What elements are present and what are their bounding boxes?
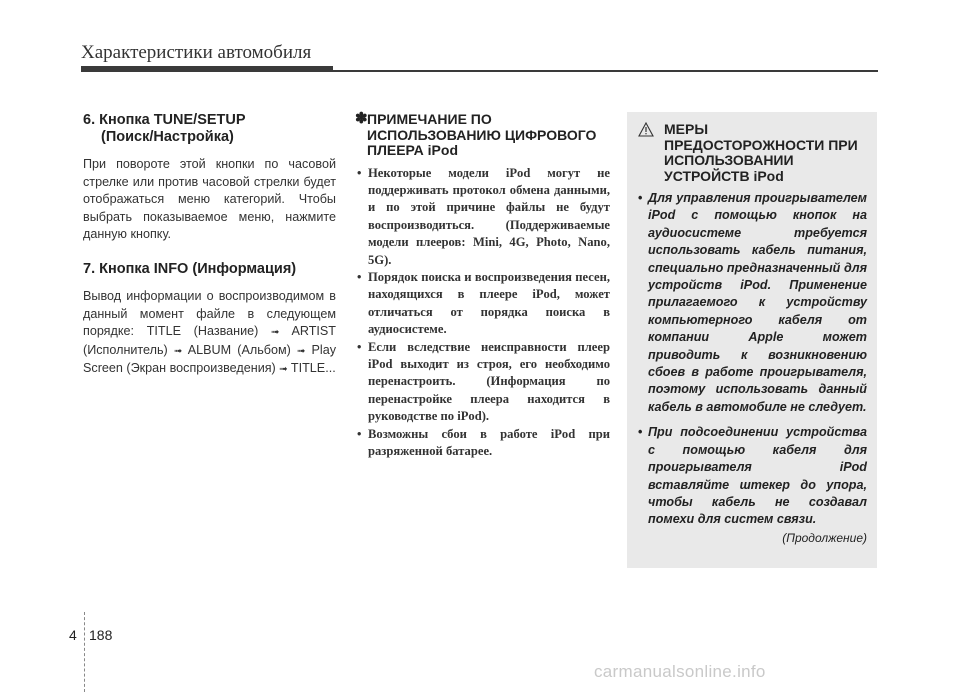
info-text-part2: ARTIST (Исполнитель): [83, 324, 336, 357]
arrow-icon: ➟: [279, 364, 288, 376]
arrow-icon: ➟: [296, 345, 306, 357]
caution-item: • При подсоединении устройства с помощью кабеля для проигрывателя iPod вставляйте штекер до упора, чтобы кабель не создавал помехи для систем связи.: [637, 424, 867, 528]
arrow-icon: ➟: [271, 327, 280, 339]
heading-line1: 6. Кнопка TUNE/SETUP: [83, 112, 246, 128]
page-number-divider: [84, 612, 85, 692]
note-title-text: ПРИМЕЧАНИЕ ПО ИСПОЛЬЗОВАНИЮ ЦИФРОВОГО ПЛЕЕРА iPod: [367, 111, 597, 158]
page-header-title: Характеристики автомобиля: [81, 42, 312, 63]
caution-heading: МЕРЫ ПРЕДОСТОРОЖНОСТИ ПРИ ИСПОЛЬЗОВАНИИ УСТРОЙСТВ iPod: [664, 121, 858, 184]
info-text-part4: Play Screen (Экран воспроизведения): [83, 342, 337, 376]
section-tune-setup-heading: [83, 112, 336, 146]
header-rule-thick: [81, 66, 333, 72]
left-column: [83, 112, 336, 379]
info-text-part3: ALBUM (Альбом): [187, 342, 291, 357]
warning-triangle-icon: [638, 122, 654, 137]
caution-item: • Для управления проигрывателем iPod с помощью кнопок на аудиосистеме требуется использовать кабель питания, специально предназначенный для устройств iPod. Применение прилагаемого к устройству компьютерного кабеля от компании Apple может приводить к возникновению сбоев в работе проигрывателя, поэтому использовать данный кабель в автомобиле не следует.: [637, 190, 867, 416]
note-item: • Если вследствие неисправности плеер iPod выходит из строя, его необходимо перенастроить. (Информация по перенастройке плеера находится в руководстве по iPod).: [357, 339, 610, 426]
note-heading: [357, 112, 610, 159]
continued-label: (Продолжение): [782, 530, 867, 545]
section-info-text: [83, 288, 336, 379]
watermark: carmanualsonline.info: [594, 662, 766, 681]
info-text-part1: Вывод информации о воспроизводимом в данный момент файле в следующем порядке: TITLE (Название): [83, 288, 336, 339]
note-item: • Возможны сбои в работе iPod при разряженной батарее.: [357, 426, 610, 461]
caution-list: [637, 190, 867, 529]
chapter-number: 4: [69, 627, 77, 643]
note-item: • Порядок поиска и воспроизведения песен, находящихся в плеере iPod, может отличаться от порядка поиска в аудиосистеме.: [357, 269, 610, 339]
section-tune-setup-text: При повороте этой кнопки по часовой стрелке или против часовой стрелки будет отображаться меню категорий. Чтобы выбрать показываемое меню, нажмите данную кнопку.: [83, 157, 336, 242]
note-column: [357, 112, 610, 460]
star-icon: ✽: [355, 110, 368, 127]
note-item: • Некоторые модели iPod могут не поддерживать протокол обмена данными, и по этой причине файлы не будут воспроизводиться. (Поддерживаемые модели плееров: Mini, 4G, Photo, Nano, 5G).: [357, 165, 610, 269]
arrow-icon: ➟: [173, 345, 183, 357]
heading-line2: (Поиск/Настройка): [101, 129, 234, 145]
note-list: [357, 165, 610, 461]
caution-box: [627, 112, 877, 568]
header-rule-thin: [333, 70, 878, 72]
section-info-heading: 7. Кнопка INFO (Информация): [83, 260, 297, 277]
page-number: 188: [89, 627, 113, 643]
info-text-part5: TITLE...: [290, 361, 336, 376]
